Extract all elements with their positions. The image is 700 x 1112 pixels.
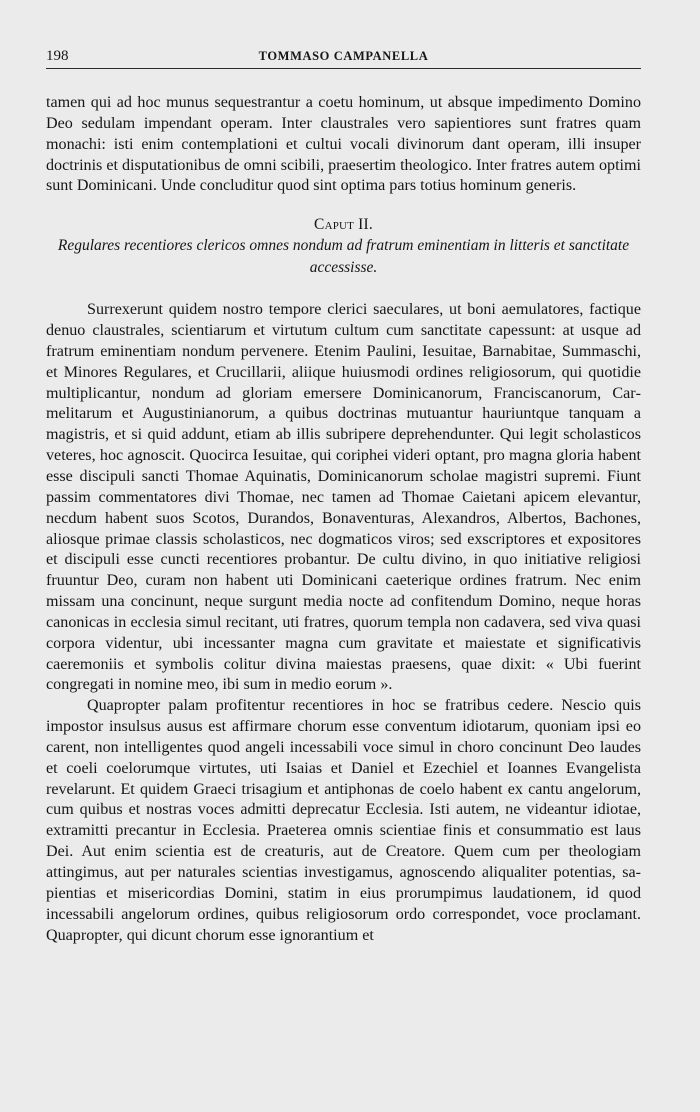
page-number: 198	[46, 48, 69, 64]
paragraph-1: Surrexerunt quidem nostro tempore clerici saeculares, ut boni aemulatores, factique denuo claustrales, scientiarum et virtutum cultum cum sanctitate capessunt: at usque ad fratrum eminentiam nondum pervenere. Etenim Paulini, Iesuitae, Barnabitae, Summaschi, et Minores Regulares, et Crucillarii, aliique huiusmodi ordines religiosorum, qui quotidie multiplicantur, nondum ad gloriam emersere Dominicanorum, Franciscanorum, Carmelitarum et Augustinianorum, a quibus doctrinas mutuantur hauriuntque tanquam a magistris, et si quid addunt, etiam ab illis subripere deprehendunter. Qui legit scholasticos veteres, hoc agnoscit. Quocirca Iesuitae, qui coriphei videri optant, pro magna gloria habent esse discipuli sancti Thomae Aquinatis, Dominicanorum scholae magistri supremi. Fiunt passim commentatores divi Thomae, nec tamen ad Thomae Caietani apicem elevantur, necdum habent suos Scotos, Durandos, Bonaventuras, Alexandros, Albertos, Bachones, aliosque primae classis scholasticos, nec dogmaticos viros; sed exscriptores et expositores et discipuli esse cuncti recentiores probantur. De cultu divino, in quo initiative religiosi fruuntur Deo, curam non habent uti Dominicani caeterique ordines fratrum. Nec enim missam una concinunt, neque surgunt media nocte ad confitendum Domino, neque horas canonicas in ecclesia simul recitant, uti fratres, quorum templa non cadavera, sed viva quasi corpora videntur, ubi incessanter magna cum gravitate et maiestate et significativis caeremoniis et symbolis colitur divina maiestas praesens, quae dixit: « Ubi fuerint congregati in nomine meo, ibi sum in medio eorum ».	[46, 301, 641, 694]
running-title: TOMMASO CAMPANELLA	[258, 49, 429, 63]
page-body	[46, 93, 641, 946]
section-spacer	[46, 278, 641, 300]
paragraph-2: Quapropter palam profitentur recentiores in hoc se fratribus cedere. Nescio quis impostor insulsus ausus est affirmare chorum esse conventum idiotarum, quoniam ipsi eo carent, non intelligentes quod angeli incessabili voce simul in choro concinunt Deo laudes et coeli coelorumque virtutes, uti Isaias et Daniel et Ezechiel et Ioannes Evangelista revelarunt. Et quidem Graeci trisagium et antiphonas de coelo habent ex cantu angelorum, cum quibus et nostras voces admitti deprecatur Ecclesia. Isti autem, ne videantur idiotae, extramitti precantur in Ecclesia. Praeterea omnis scientiae finis et consummatio est laus Dei. Aut enim scientia est de creaturis, aut de Creatore. Quem cum per theologiam attingimus, aut per naturales scientias investigamus, agnoscendo aliqualiter potentias, sapientias et misericordias Domini, statim in eius prorumpimus laudationem, id quod incessabili angelorum ordines, quibus religiosorum ordo correspondet, voce proclamant. Quapropter, qui dicunt chorum esse ignorantium et	[46, 697, 641, 944]
intro-paragraph: tamen qui ad hoc munus sequestrantur a coetu hominum, ut absque impedimento Domino Deo sedulam impendant operam. Inter claustrales vero sapientiores sunt fratres quam monachi: isti enim contemplationi et cultui vocali divinorum dant operam, illi insuper doctrinis et disputationibus de omni scibili, praesertim theologico. Inter fratres autem optimi sunt Dominicani. Unde concluditur quod sint optima pars totius hominum generis.	[46, 94, 641, 195]
running-head	[46, 46, 641, 69]
chapter-subtitle: Regulares recentiores clericos omnes nondum ad fratrum eminentiam in litteris et sanctitate accessisse.	[57, 237, 630, 276]
chapter-heading	[46, 215, 641, 235]
chapter-heading-text: Caput II.	[314, 216, 373, 234]
